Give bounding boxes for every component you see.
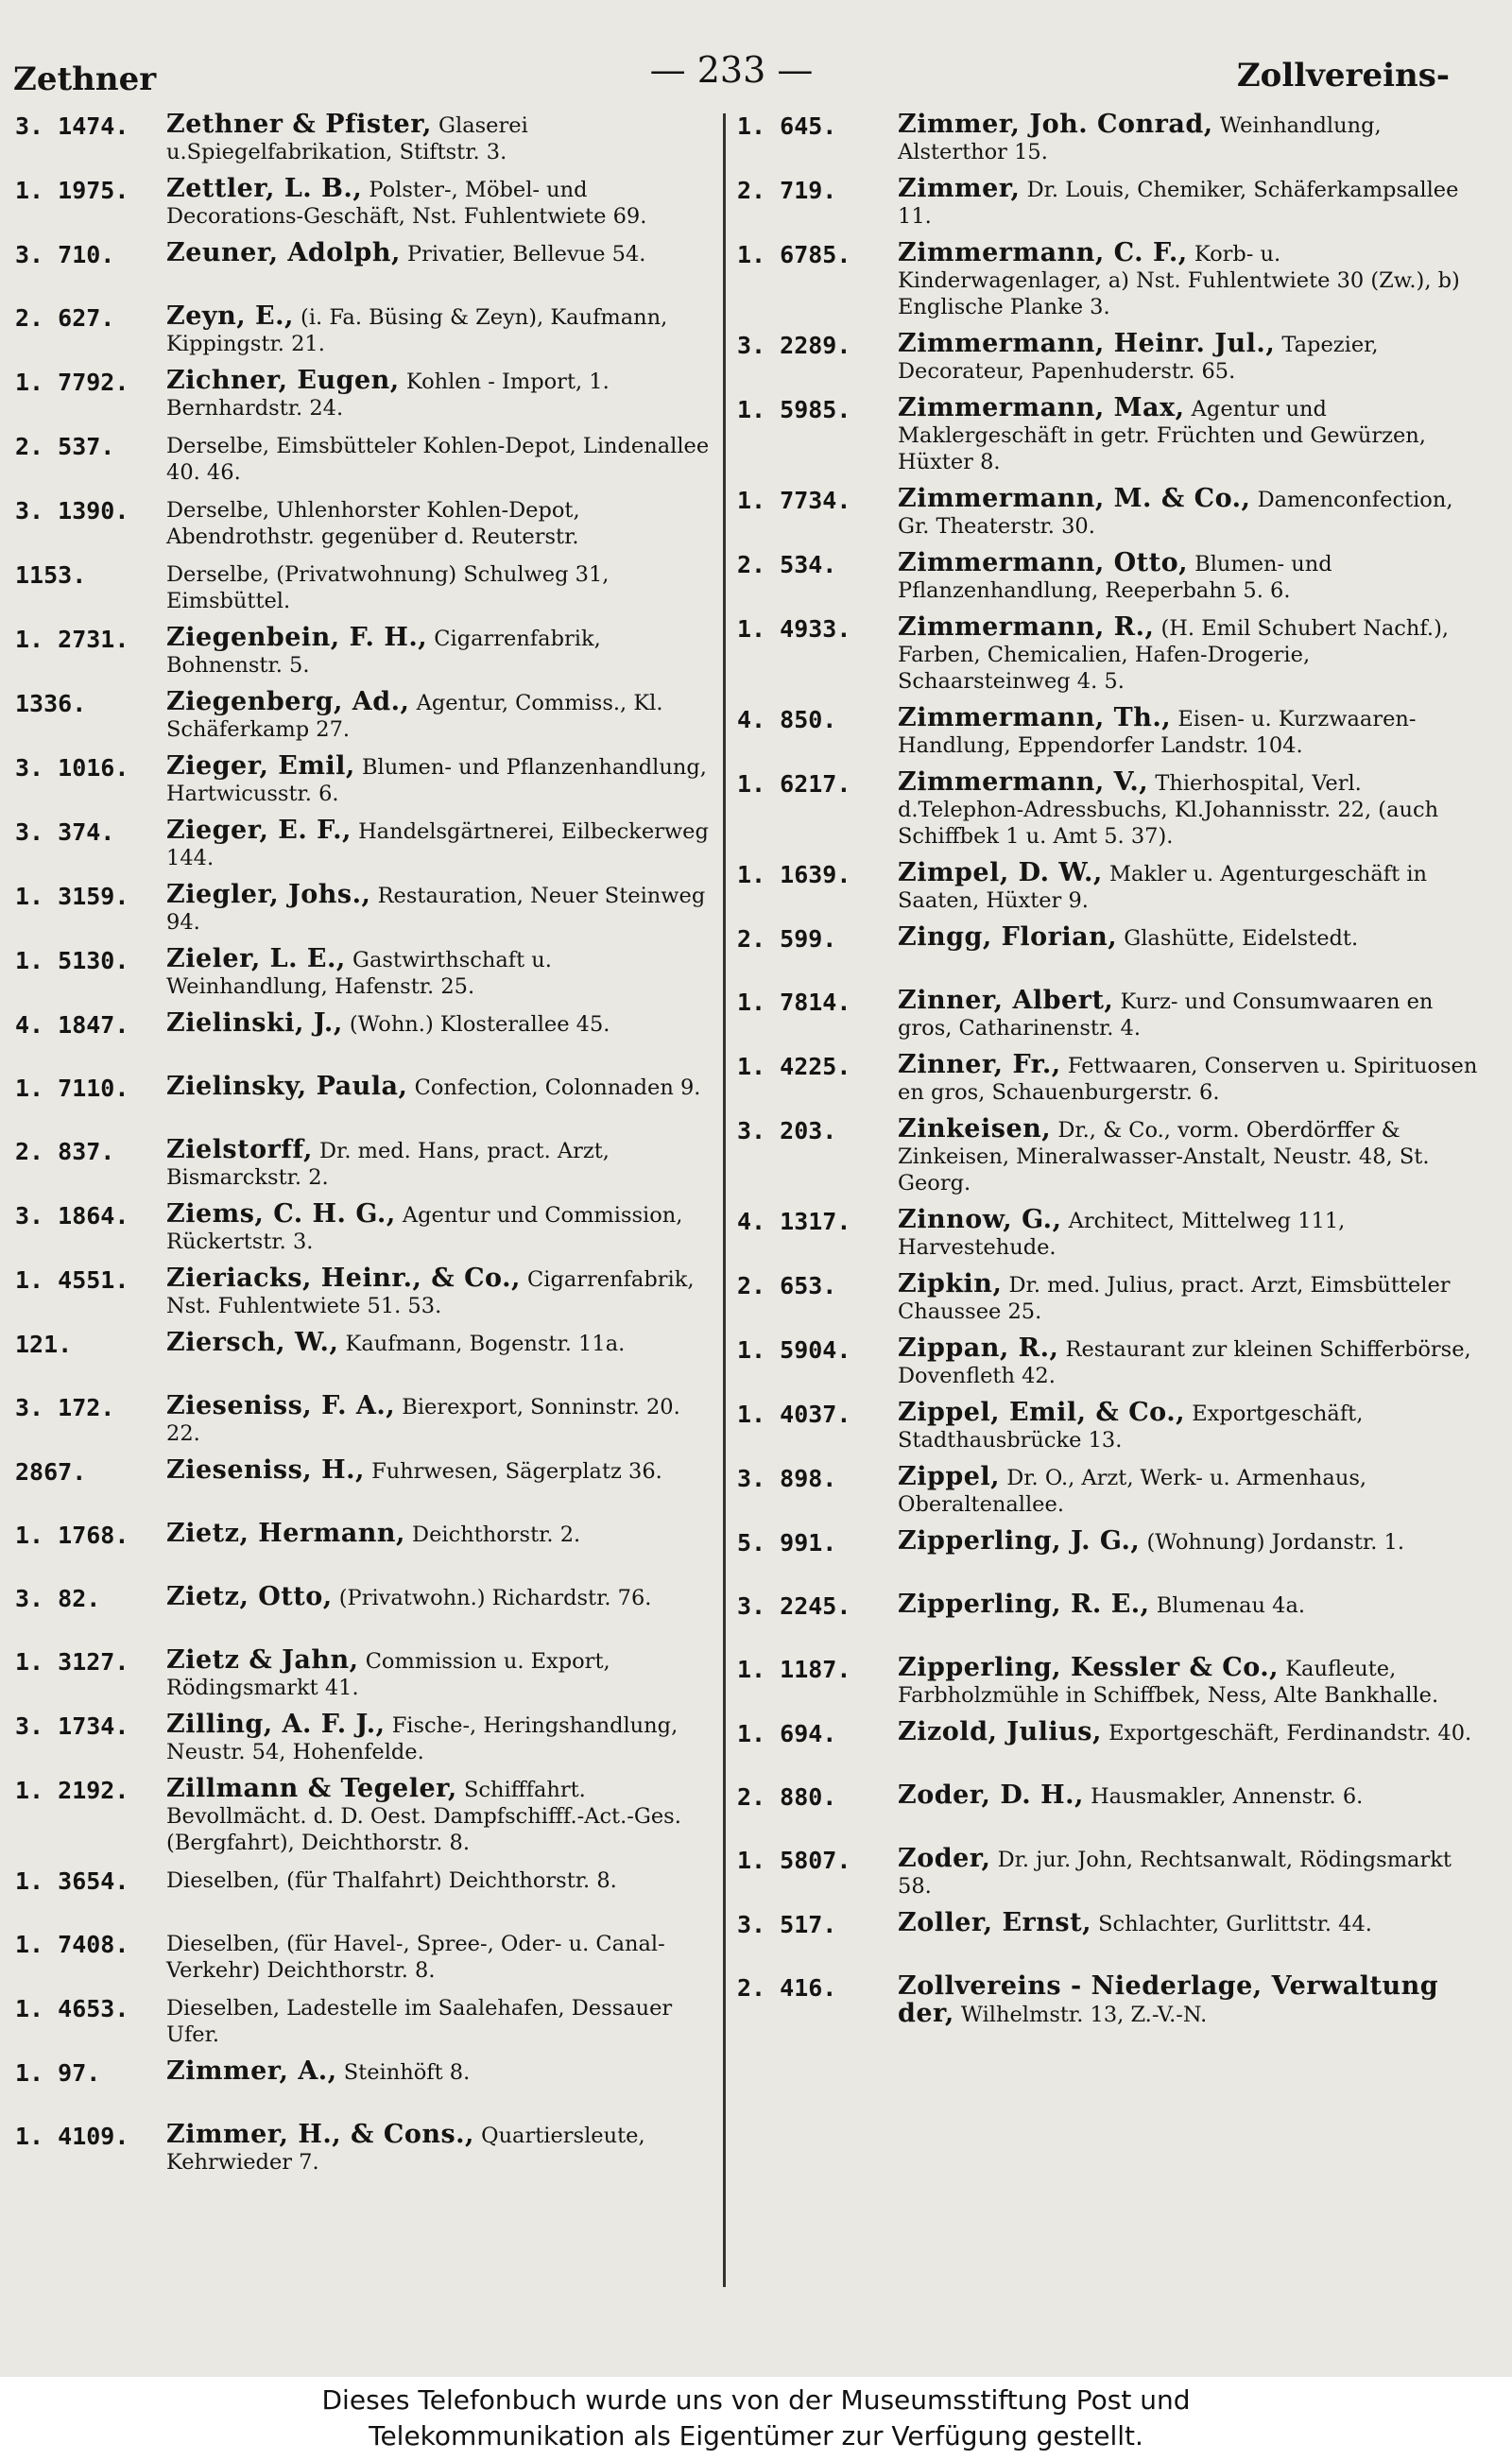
entry-description: Eisen- u. Kurzwaaren-Handlung, Eppendorfer Landstr. 104. <box>898 707 1417 758</box>
entry-number: 1. 2731. <box>15 626 129 653</box>
directory-entry <box>737 1052 1484 1106</box>
directory-entry <box>15 368 714 421</box>
entry-name: Zieger, E. F., <box>166 816 352 845</box>
directory-entry <box>737 1719 1484 1772</box>
page-number: — 233 — <box>649 49 814 91</box>
entry-name: Zettler, L. B., <box>166 174 363 203</box>
entry-number: 1. 4653. <box>15 1995 129 2022</box>
entry-name: Zimmer, A., <box>166 2056 337 2086</box>
directory-entry <box>15 689 714 743</box>
directory-entry <box>737 705 1484 759</box>
directory-entry <box>737 614 1484 695</box>
directory-entry <box>15 1330 714 1383</box>
entry-name: Zieseniss, H., <box>166 1455 365 1485</box>
entry-description: Exportgeschäft, Ferdinandstr. 40. <box>1108 1721 1472 1746</box>
entry-description: Dr. jur. John, Rechtsanwalt, Rödingsmarkt 58. <box>898 1848 1452 1899</box>
entry-number: 1. 7792. <box>15 369 129 396</box>
directory-entry <box>737 550 1484 604</box>
entry-description: Quartiersleute, Kehrwieder 7. <box>166 2124 645 2175</box>
entry-number: 4. 1847. <box>15 1011 129 1039</box>
directory-entry <box>15 2058 714 2111</box>
directory-entry <box>15 817 714 871</box>
entry-description: Bierexport, Sonninstr. 20. 22. <box>166 1395 680 1446</box>
directory-entry <box>15 946 714 1000</box>
directory-entry <box>737 1591 1484 1644</box>
entry-number: 2. 837. <box>15 1138 115 1165</box>
entry-number: 1. 7814. <box>737 989 851 1016</box>
directory-entry <box>15 882 714 936</box>
entry-number: 3. 203. <box>737 1117 837 1144</box>
header-right-keyword: Zollvereins- <box>1236 57 1450 95</box>
directory-entry <box>737 1335 1484 1389</box>
entry-name: Zimmermann, R., <box>898 612 1155 642</box>
entry-number: 4. 850. <box>737 706 837 733</box>
entry-name: Zipperling, Kessler & Co., <box>898 1653 1280 1682</box>
entry-description: Schlachter, Gurlittstr. 44. <box>1098 1912 1372 1936</box>
entry-number: 1336. <box>15 690 87 717</box>
entry-number: 121. <box>15 1331 73 1358</box>
entry-number: 1. 4933. <box>737 615 851 643</box>
entry-description: Steinhöft 8. <box>343 2060 471 2085</box>
entry-description: Dieselben, (für Thalfahrt) Deichthorstr. 8. <box>166 1868 617 1893</box>
entry-number: 1. 6785. <box>737 241 851 268</box>
left-column <box>15 112 714 2186</box>
entry-name: Zoller, Ernst, <box>898 1908 1091 1937</box>
entry-description: Wilhelmstr. 13, Z.-V.-N. <box>960 2003 1208 2027</box>
directory-entry <box>737 1464 1484 1518</box>
entry-name: Zollvereins - Niederlage, Verwaltung der, <box>898 1971 1439 2028</box>
directory-entry <box>737 240 1484 320</box>
directory-entry <box>737 1528 1484 1581</box>
entry-number: 2. 599. <box>737 925 837 953</box>
entry-number: 1. 6217. <box>737 770 851 798</box>
entry-description: Tapezier, Decorateur, Papenhuderstr. 65. <box>898 333 1379 384</box>
directory-entry <box>15 496 714 550</box>
entry-description: Dr., & Co., vorm. Oberdörffer & Zinkeisen, Mineralwasser-Anstalt, Neustr. 48, St. Georg. <box>898 1118 1430 1196</box>
entry-number: 3. 517. <box>737 1911 837 1938</box>
directory-entry <box>15 1457 714 1510</box>
entry-number: 3. 1864. <box>15 1202 129 1230</box>
entry-name: Zipkin, <box>898 1269 1003 1299</box>
directory-entry <box>737 988 1484 1041</box>
directory-entry <box>737 860 1484 914</box>
directory-entry <box>737 331 1484 385</box>
entry-name: Zieger, Emil, <box>166 751 355 781</box>
entry-description: Makler u. Agenturgeschäft in Saaten, Hüxter 9. <box>898 862 1428 913</box>
directory-entry <box>737 1271 1484 1325</box>
entry-description: Commission u. Export, Rödingsmarkt 41. <box>166 1649 610 1700</box>
entry-description: Kaufmann, Bogenstr. 11a. <box>345 1332 626 1356</box>
entry-description: Handelsgärtnerei, Eilbeckerweg 144. <box>166 819 709 870</box>
entry-name: Zizold, Julius, <box>898 1717 1102 1746</box>
entry-description: Kaufleute, Farbholzmühle in Schiffbek, Ness, Alte Bankhalle. <box>898 1657 1439 1708</box>
entry-number: 3. 1474. <box>15 112 129 140</box>
entry-description: Korb- u. Kinderwagenlager, a) Nst. Fuhlentwiete 30 (Zw.), b) Englische Planke 3. <box>898 242 1460 319</box>
entry-description: Gastwirthschaft u. Weinhandlung, Hafenstr. 25. <box>166 948 552 999</box>
entry-number: 1. 5985. <box>737 396 851 423</box>
directory-entry <box>737 486 1484 540</box>
entry-name: Ziegler, Johs., <box>166 880 371 909</box>
entry-description: Cigarrenfabrik, Bohnenstr. 5. <box>166 627 601 678</box>
entry-number: 2. 537. <box>15 433 115 460</box>
entry-number: 4. 1317. <box>737 1208 851 1235</box>
entry-number: 1. 1639. <box>737 861 851 888</box>
entry-name: Zoder, D. H., <box>898 1780 1084 1810</box>
entry-name: Zimmer, <box>898 174 1021 203</box>
entry-description: Architect, Mittelweg 111, Harvestehude. <box>898 1209 1346 1260</box>
entry-name: Zipperling, J. G., <box>898 1526 1141 1556</box>
directory-entry <box>15 176 714 230</box>
directory-entry <box>15 1137 714 1191</box>
entry-name: Zipperling, R. E., <box>898 1590 1150 1619</box>
entry-description: Kurz- und Consumwaaren en gros, Catharinenstr. 4. <box>898 989 1434 1041</box>
entry-description: (Wohnung) Jordanstr. 1. <box>1146 1530 1404 1555</box>
entry-number: 1. 3654. <box>15 1867 129 1895</box>
entry-description: Dr. med. Julius, pract. Arzt, Eimsbütteler Chaussee 25. <box>898 1273 1451 1324</box>
entry-description: Weinhandlung, Alsterthor 15. <box>898 113 1382 164</box>
directory-entry <box>15 1584 714 1637</box>
entry-name: Zietz & Jahn, <box>166 1645 359 1675</box>
entry-name: Zielinsky, Paula, <box>166 1072 408 1101</box>
entry-description: Deichthorstr. 2. <box>412 1522 581 1547</box>
entry-number: 3. 1390. <box>15 497 129 525</box>
directory-entry <box>15 240 714 293</box>
entry-description: Cigarrenfabrik, Nst. Fuhlentwiete 51. 53. <box>166 1267 695 1318</box>
directory-entry <box>15 1010 714 1063</box>
entry-name: Zimmer, Joh. Conrad, <box>898 110 1213 139</box>
entry-description: Agentur, Commiss., Kl. Schäferkamp 27. <box>166 691 663 742</box>
column-divider <box>723 113 726 2287</box>
entry-description: Dr. med. Hans, pract. Arzt, Bismarckstr. 2. <box>166 1139 610 1190</box>
entry-description: Thierhospital, Verl. d.Telephon-Adressbuchs, Kl.Johannisstr. 22, (auch Schiffbek 1 u. Amt 5. 37). <box>898 771 1439 849</box>
entry-number: 2. 627. <box>15 304 115 332</box>
directory-entry <box>15 1265 714 1319</box>
directory-entry <box>15 1712 714 1765</box>
directory-entry <box>15 1930 714 1984</box>
entry-number: 1. 645. <box>737 112 837 140</box>
directory-entry <box>737 1207 1484 1261</box>
footer-line-1: Dieses Telefonbuch wurde uns von der Museumsstiftung Post und <box>321 2384 1191 2416</box>
entry-number: 2. 719. <box>737 177 837 204</box>
entry-name: Ziems, C. H. G., <box>166 1199 396 1229</box>
directory-entry <box>737 924 1484 977</box>
directory-entry <box>737 1116 1484 1196</box>
entry-name: Zimmermann, M. & Co., <box>898 484 1251 513</box>
directory-entry <box>737 112 1484 165</box>
entry-name: Zingg, Florian, <box>898 922 1118 952</box>
entry-number: 3. 898. <box>737 1465 837 1492</box>
directory-entry <box>15 560 714 614</box>
page-header <box>13 47 1450 104</box>
entry-number: 1. 7408. <box>15 1931 129 1958</box>
directory-entry <box>737 1782 1484 1835</box>
entry-description: Glaserei u.Spiegelfabrikation, Stiftstr. 3. <box>166 113 528 164</box>
entry-name: Zeyn, E., <box>166 301 294 331</box>
directory-entry <box>15 1074 714 1127</box>
entry-name: Zietz, Hermann, <box>166 1519 405 1548</box>
entry-description: Agentur und Maklergeschäft in getr. Früchten und Gewürzen, Hüxter 8. <box>898 397 1426 474</box>
entry-name: Zippan, R., <box>898 1333 1059 1363</box>
directory-entry <box>737 176 1484 230</box>
entry-name: Zippel, Emil, & Co., <box>898 1398 1186 1427</box>
entry-number: 1. 4109. <box>15 2123 129 2150</box>
entry-description: Dieselben, (für Havel-, Spree-, Oder- u. Canal-Verkehr) Deichthorstr. 8. <box>166 1932 665 1983</box>
entry-number: 1. 4551. <box>15 1266 129 1294</box>
entry-number: 1. 4037. <box>737 1401 851 1428</box>
entry-number: 2. 653. <box>737 1272 837 1299</box>
entry-description: Blumenau 4a. <box>1156 1593 1306 1618</box>
entry-name: Zoder, <box>898 1844 991 1873</box>
entry-name: Zimmermann, Heinr. Jul., <box>898 329 1276 358</box>
entry-name: Zieler, L. E., <box>166 944 346 973</box>
entry-description: Hausmakler, Annenstr. 6. <box>1091 1784 1364 1809</box>
entry-name: Zimmermann, C. F., <box>898 238 1188 267</box>
entry-number: 1. 3159. <box>15 883 129 910</box>
entry-description: Derselbe, Eimsbütteler Kohlen-Depot, Lindenallee 40. 46. <box>166 434 710 485</box>
entry-name: Zimpel, D. W., <box>898 858 1103 887</box>
directory-entry <box>15 303 714 357</box>
entry-number: 1153. <box>15 561 87 589</box>
directory-entry <box>15 753 714 807</box>
directory-entry <box>15 1867 714 1919</box>
entry-number: 1. 2192. <box>15 1777 129 1804</box>
directory-entry <box>15 2122 714 2176</box>
entry-name: Zichner, Eugen, <box>166 366 400 395</box>
entry-number: 1. 1187. <box>737 1656 851 1683</box>
entry-number: 3. 2245. <box>737 1592 851 1620</box>
entry-description: Agentur und Commission, Rückertstr. 3. <box>166 1203 683 1254</box>
entry-name: Zinner, Fr., <box>898 1050 1061 1079</box>
directory-entry <box>15 1776 714 1856</box>
entry-name: Zimmermann, V., <box>898 767 1149 797</box>
entry-name: Zeuner, Adolph, <box>166 238 401 267</box>
entry-description: (Wohn.) Klosterallee 45. <box>349 1012 610 1037</box>
entry-number: 1. 97. <box>15 2059 101 2087</box>
directory-entry <box>737 769 1484 850</box>
entry-name: Zinkeisen, <box>898 1114 1052 1144</box>
entry-number: 1. 1768. <box>15 1522 129 1549</box>
entry-number: 2. 416. <box>737 1974 837 2002</box>
entry-number: 5. 991. <box>737 1529 837 1557</box>
entry-number: 1. 3127. <box>15 1648 129 1676</box>
entry-number: 1. 7734. <box>737 487 851 514</box>
entry-description: Fuhrwesen, Sägerplatz 36. <box>371 1459 662 1484</box>
entry-description: Restauration, Neuer Steinweg 94. <box>166 884 706 935</box>
directory-entry <box>737 1846 1484 1900</box>
footer-credit <box>0 2377 1512 2460</box>
entry-name: Zinner, Albert, <box>898 986 1114 1015</box>
entry-description: Derselbe, Uhlenhorster Kohlen-Depot, Abendrothstr. gegenüber d. Reuterstr. <box>166 498 580 549</box>
entry-number: 1. 1975. <box>15 177 129 204</box>
entry-number: 2. 880. <box>737 1783 837 1811</box>
entry-description: Blumen- und Pflanzenhandlung, Reeperbahn 5. 6. <box>898 552 1332 603</box>
entry-description: (i. Fa. Büsing & Zeyn), Kaufmann, Kippingstr. 21. <box>166 305 668 356</box>
entry-name: Zielstorff, <box>166 1135 313 1164</box>
directory-entry <box>737 1655 1484 1709</box>
entry-description: Dieselben, Ladestelle im Saalehafen, Dessauer Ufer. <box>166 1996 673 2047</box>
entry-number: 2. 534. <box>737 551 837 578</box>
directory-entry <box>15 1521 714 1574</box>
entry-name: Ziegenbein, F. H., <box>166 623 428 652</box>
directory-entry <box>15 1201 714 1255</box>
directory-entry <box>737 1973 1484 2028</box>
entry-description: Schifffahrt. Bevollmächt. d. D. Oest. Dampfschifff.-Act.-Ges. (Bergfahrt), Deichthorstr. 8. <box>166 1778 681 1855</box>
entry-name: Ziersch, W., <box>166 1328 339 1357</box>
entry-description: Kohlen - Import, 1. Bernhardstr. 24. <box>166 370 610 421</box>
entry-number: 1. 4225. <box>737 1053 851 1080</box>
directory-entry <box>737 395 1484 475</box>
directory-entry <box>15 432 714 486</box>
entry-name: Zimmer, H., & Cons., <box>166 2120 474 2149</box>
entry-description: Privatier, Bellevue 54. <box>407 242 646 267</box>
entry-name: Zieriacks, Heinr., & Co., <box>166 1264 521 1293</box>
entry-name: Zethner & Pfister, <box>166 110 432 139</box>
entry-description: Fettwaaren, Conserven u. Spirituosen en gros, Schauenburgerstr. 6. <box>898 1054 1478 1105</box>
entry-number: 3. 374. <box>15 818 115 846</box>
entry-number: 3. 1734. <box>15 1712 129 1740</box>
entry-description: Polster-, Möbel- und Decorations-Geschäft, Nst. Fuhlentwiete 69. <box>166 178 647 229</box>
entry-description: Damenconfection, Gr. Theaterstr. 30. <box>898 488 1453 539</box>
entry-number: 1. 5130. <box>15 947 129 974</box>
right-column <box>737 112 1484 2039</box>
entry-name: Zippel, <box>898 1462 1001 1491</box>
entry-name: Zinnow, G., <box>898 1205 1062 1234</box>
entry-description: Restaurant zur kleinen Schifferbörse, Dovenfleth 42. <box>898 1337 1471 1388</box>
entry-description: Confection, Colonnaden 9. <box>414 1075 701 1100</box>
entry-number: 3. 82. <box>15 1585 101 1612</box>
entry-number: 1. 5807. <box>737 1847 851 1874</box>
entry-number: 2867. <box>15 1458 87 1486</box>
entry-description: Dr. Louis, Chemiker, Schäferkampsallee 11. <box>898 178 1459 229</box>
entry-name: Zimmermann, Otto, <box>898 548 1189 577</box>
entry-description: Exportgeschäft, Stadthausbrücke 13. <box>898 1402 1364 1453</box>
directory-entry <box>15 1647 714 1701</box>
entry-description: (H. Emil Schubert Nachf.), Farben, Chemicalien, Hafen-Drogerie, Schaarsteinweg 4. 5. <box>898 616 1450 694</box>
entry-number: 3. 1016. <box>15 754 129 782</box>
entry-description: Blumen- und Pflanzenhandlung, Hartwicusstr. 6. <box>166 755 707 806</box>
entry-name: Zietz, Otto, <box>166 1582 333 1611</box>
entry-name: Zimmermann, Th., <box>898 703 1172 732</box>
entry-number: 1. 694. <box>737 1720 837 1747</box>
entry-description: Derselbe, (Privatwohnung) Schulweg 31, Eimsbüttel. <box>166 562 610 613</box>
entry-description: Glashütte, Eidelstedt. <box>1124 926 1359 951</box>
entry-number: 3. 710. <box>15 241 115 268</box>
entry-name: Zilling, A. F. J., <box>166 1710 386 1739</box>
entry-number: 1. 7110. <box>15 1075 129 1102</box>
entry-description: (Privatwohn.) Richardstr. 76. <box>338 1586 652 1610</box>
entry-description: Fische-, Heringshandlung, Neustr. 54, Hohenfelde. <box>166 1713 679 1764</box>
entry-name: Zielinski, J., <box>166 1008 343 1038</box>
entry-name: Zieseniss, F. A., <box>166 1391 396 1420</box>
directory-entry <box>15 1393 714 1447</box>
entry-name: Zimmermann, Max, <box>898 393 1185 422</box>
entry-number: 3. 2289. <box>737 332 851 359</box>
header-left-keyword: Zethner <box>13 60 157 98</box>
directory-entry <box>15 625 714 679</box>
entry-name: Zillmann & Tegeler, <box>166 1774 457 1803</box>
directory-entry <box>15 112 714 165</box>
footer-line-2: Telekommunikation als Eigentümer zur Verfügung gestellt. <box>369 2420 1143 2451</box>
directory-entry <box>737 1910 1484 1963</box>
directory-entry <box>737 1400 1484 1454</box>
directory-entry <box>15 1994 714 2048</box>
entry-description: Dr. O., Arzt, Werk- u. Armenhaus, Oberaltenallee. <box>898 1466 1367 1517</box>
entry-number: 1. 5904. <box>737 1336 851 1364</box>
entry-number: 3. 172. <box>15 1394 115 1421</box>
entry-name: Ziegenberg, Ad., <box>166 687 410 716</box>
